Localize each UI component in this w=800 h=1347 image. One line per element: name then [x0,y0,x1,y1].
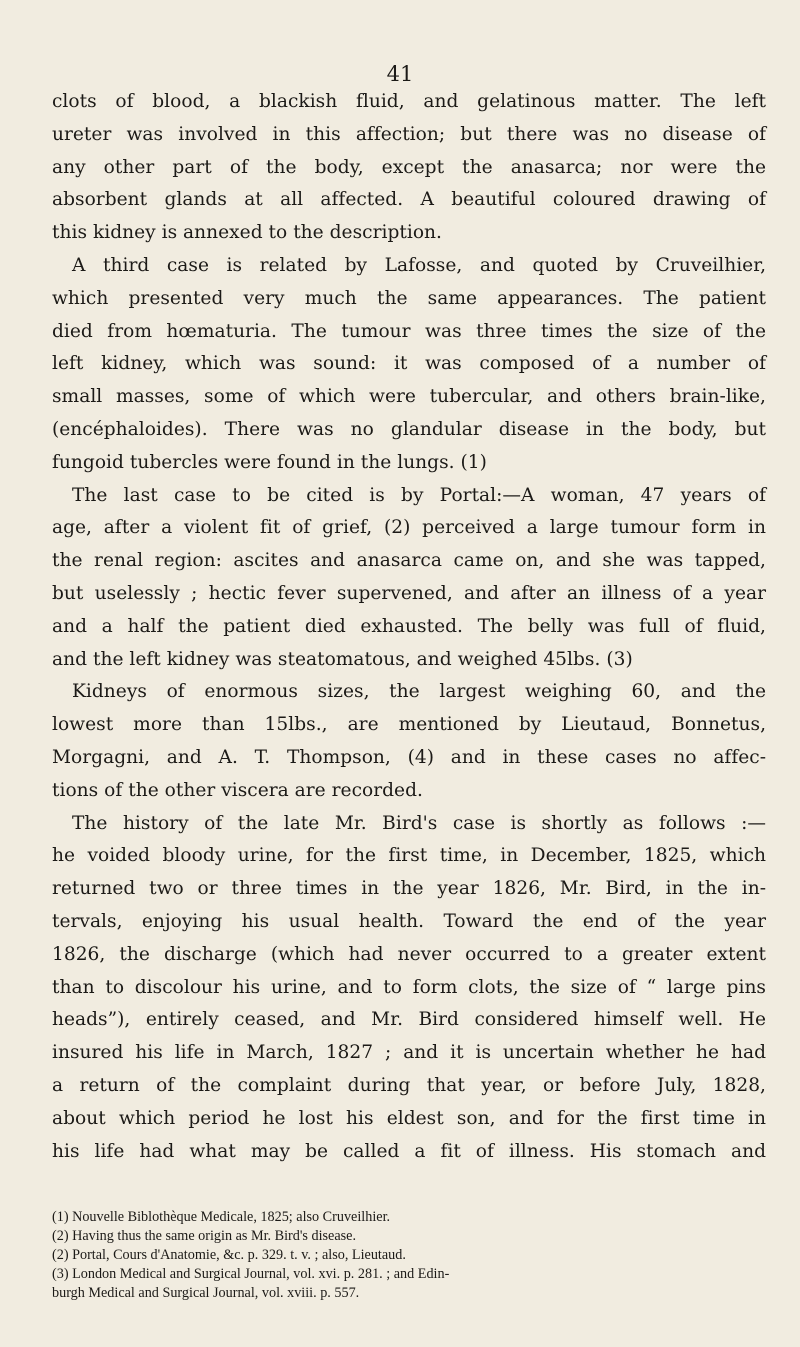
body-text [52,86,766,1168]
text-line: about which period he lost his eldest son, and for the first time in [52,1107,766,1129]
text-line: Kidneys of enormous sizes, the largest weighing 60, and the [72,681,766,703]
footnote-line: (2) Having thus the same origin as Mr. Bird's disease. [52,1228,356,1244]
text-line: this kidney is annexed to the description. [52,222,442,244]
footnotes [52,1208,766,1303]
text-line: which presented very much the same appearances. The patient [52,287,766,309]
text-line: ureter was involved in this affection; but there was no disease of [52,123,766,145]
text-line: a return of the complaint during that year, or before July, 1828, [52,1074,766,1096]
footnote-line: (3) London Medical and Surgical Journal, vol. xvi. p. 281. ; and Edin- [52,1266,450,1282]
text-line: his life had what may be called a fit of illness. His stomach and [52,1140,766,1162]
text-line: heads”), entirely ceased, and Mr. Bird considered himself well. He [52,1009,766,1031]
text-line: absorbent glands at all affected. A beautiful coloured drawing of [52,189,766,211]
text-line: lowest more than 15lbs., are mentioned by Lieutaud, Bonnetus, [52,714,766,736]
text-line: fungoid tubercles were found in the lungs. (1) [52,451,487,473]
text-line: tervals, enjoying his usual health. Toward the end of the year [52,910,766,932]
text-line: clots of blood, a blackish fluid, and gelatinous matter. The left [52,91,766,112]
text-line: any other part of the body, except the anasarca; nor were the [52,156,766,178]
text-line: small masses, some of which were tubercular, and others brain-like, [52,386,766,408]
text-line: age, after a violent fit of grief, (2) perceived a large tumour form in [52,517,766,539]
page-number: 41 [386,62,414,86]
text-line: but uselessly ; hectic fever supervened, and after an illness of a year [52,582,766,604]
text-line: died from hœmaturia. The tumour was three times the size of the [52,320,766,342]
text-line: The history of the late Mr. Bird's case is shortly as follows :— [72,812,766,834]
text-line: and a half the patient died exhausted. The belly was full of fluid, [52,615,766,637]
text-line: 1826, the discharge (which had never occurred to a greater extent [52,943,766,965]
text-line: than to discolour his urine, and to form clots, the size of “ large pins [52,976,766,998]
text-line: tions of the other viscera are recorded. [52,779,423,801]
footnote-line: (1) Nouvelle Biblothèque Medicale, 1825; also Cruveilhier. [52,1209,391,1225]
footnote-line: (2) Portal, Cours d'Anatomie, &c. p. 329. t. v. ; also, Lieutaud. [52,1247,406,1263]
text-line: and the left kidney was steatomatous, and weighed 45lbs. (3) [52,648,633,670]
text-line: A third case is related by Lafosse, and quoted by Cruveilhier, [72,254,766,276]
text-line: left kidney, which was sound: it was composed of a number of [52,353,766,375]
text-line: returned two or three times in the year 1826, Mr. Bird, in the in- [52,878,766,900]
footnote-line: burgh Medical and Surgical Journal, vol. xviii. p. 557. [52,1285,360,1301]
text-line: (encéphaloides). There was no glandular disease in the body, but [52,418,766,440]
text-line: Morgagni, and A. T. Thompson, (4) and in these cases no affec- [52,746,766,768]
text-line: insured his life in March, 1827 ; and it is uncertain whether he had [52,1042,766,1064]
text-line: the renal region: ascites and anasarca came on, and she was tapped, [52,550,766,572]
text-line: he voided bloody urine, for the first time, in December, 1825, which [52,845,766,867]
text-line: The last case to be cited is by Portal:—A woman, 47 years of [72,484,766,506]
